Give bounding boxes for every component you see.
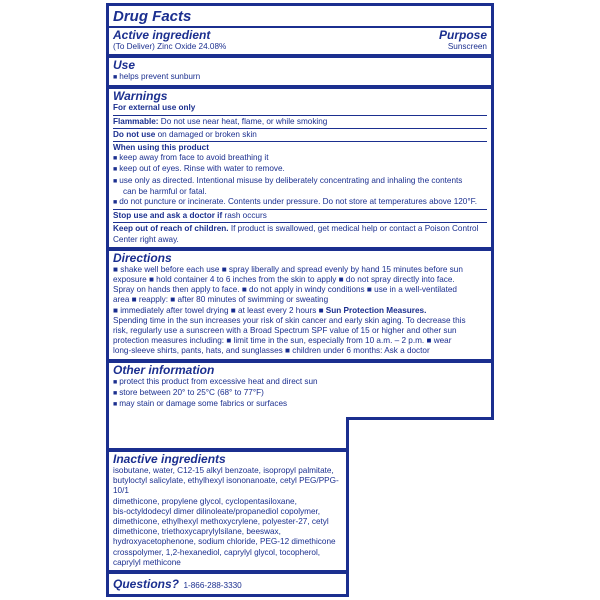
stop-use-label: Stop use and ask a doctor if	[113, 211, 223, 221]
other-info-item: ■ may stain or damage some fabrics or surfaces	[113, 399, 487, 410]
stop-use-warning	[113, 211, 487, 221]
inactive-line: isobutane, water, C12-15 alkyl benzoate, isopropyl palmitate,	[113, 466, 334, 475]
questions-phone: 1-866-288-3330	[183, 581, 242, 591]
purpose-text: Sunscreen	[447, 42, 487, 51]
questions-heading: Questions?	[113, 577, 180, 592]
use-heading: Use	[113, 58, 136, 73]
directions-line: exposure ■ hold container 4 to 6 inches from the skin to apply ■ do not spray directly into face.	[113, 275, 455, 285]
keep-out-warning	[113, 224, 487, 234]
questions-row	[113, 575, 343, 593]
purpose-heading: Purpose	[438, 28, 487, 42]
divider	[113, 222, 487, 223]
other-info-item: ■ store between 20° to 25°C (68° to 77°F)	[113, 388, 487, 399]
flammable-text: Do not use near heat, flame, or while smoking	[160, 116, 328, 126]
inactive-line: dimethicone, ethylhexyl methoxycrylene, polyester-27, cetyl	[113, 517, 329, 527]
do-not-use-text: on damaged or broken skin	[157, 129, 257, 139]
divider	[108, 570, 348, 574]
divider	[108, 54, 492, 58]
other-info-heading: Other information	[113, 362, 215, 377]
use-item: ■ helps prevent sunburn	[113, 72, 487, 83]
inactive-line: hydroxyacetophenone, sodium chloride, PEG-12 dimethicone	[113, 537, 336, 547]
stop-use-text: rash occurs	[224, 211, 267, 221]
flammable-label: Flammable:	[113, 116, 159, 126]
directions-line: long-sleeve shirts, pants, hats, and sunglasses ■ children under 6 months: Ask a doctor	[113, 346, 430, 356]
inactive-line: dimethicone, triethoxycaprylylsilane, beeswax,	[113, 527, 281, 537]
directions-line-sun	[113, 306, 487, 316]
divider	[113, 115, 487, 116]
drug-facts-lower	[113, 446, 343, 593]
divider	[113, 141, 487, 142]
active-ingredient-heading: Active ingredient	[113, 28, 211, 42]
inactive-line: dimethicone, propylene glycol, cyclopentasiloxane,	[113, 496, 297, 506]
directions-line: protection measures including: ■ limit time in the sun, especially from 10 a.m. – 2 p.m. ■ wear	[113, 336, 452, 346]
keep-out-text: If product is swallowed, get medical help or contact a Poison Control	[230, 224, 479, 234]
when-using-item: ■ do not puncture or incinerate. Contents under pressure. Do not store at temperatures above 120°F.	[113, 197, 487, 208]
directions-line: Spending time in the sun increases your risk of skin cancer and early skin aging. To decrease this	[113, 315, 466, 325]
warnings-heading: Warnings	[113, 89, 168, 104]
when-using-label: When using this product	[113, 143, 209, 153]
sun-protection-label: Sun Protection Measures.	[325, 305, 427, 315]
inactive-line: bis-octyldodecyl dimer dilinoleate/propanediol copolymer,	[113, 506, 321, 516]
inactive-line: caprylyl methicone	[113, 557, 181, 567]
active-header-row	[113, 29, 487, 42]
keep-out-label: Keep out of reach of children.	[113, 224, 229, 234]
inactive-line: butyloctyl salicylate, ethylhexyl isononanoate, cetyl PEG/PPG-10/1	[113, 476, 339, 496]
active-ingredient-row	[113, 42, 487, 52]
directions-line: ■ shake well before each use ■ spray liberally and spread evenly by hand 15 minutes before sun	[113, 264, 463, 274]
drug-facts-upper	[113, 9, 487, 410]
active-ingredient-text: (To Deliver) Zinc Oxide 24.08%	[113, 42, 227, 51]
when-using-item: ■ keep away from face to avoid breathing it	[113, 153, 487, 164]
divider	[113, 209, 487, 210]
when-using-item-continued: can be harmful or fatal.	[123, 186, 207, 196]
do-not-use-warning	[113, 130, 487, 140]
external-use-text: For external use only	[113, 103, 196, 113]
inactive-heading: Inactive ingredients	[113, 452, 226, 466]
divider	[113, 128, 487, 129]
drug-facts-title: Drug Facts	[113, 8, 192, 25]
other-info-item: ■ protect this product from excessive heat and direct sun	[113, 377, 487, 388]
when-using-item: ■ keep out of eyes. Rinse with water to remove.	[113, 164, 487, 175]
directions-heading: Directions	[113, 250, 172, 265]
directions-line: ■ immediately after towel drying ■ at least every 2 hours ■	[113, 305, 324, 315]
inactive-line: crosspolymer, 1,2-hexanediol, caprylyl glycol, tocopherol,	[113, 547, 321, 557]
directions-line: risk, regularly use a sunscreen with a Broad Spectrum SPF value of 15 or higher and other sun	[113, 326, 457, 336]
when-using-item: ■ use only as directed. Intentional misuse by deliberately concentrating and inhaling the contents	[113, 176, 487, 187]
directions-line: Spray on hands then apply to face. ■ do not apply in windy conditions ■ use in a well-ventilated	[113, 285, 457, 295]
flammable-warning	[113, 117, 487, 127]
directions-line: area ■ reapply: ■ after 80 minutes of swimming or sweating	[113, 295, 329, 305]
do-not-use-label: Do not use	[113, 129, 156, 139]
keep-out-text-continued: Center right away.	[113, 234, 179, 244]
